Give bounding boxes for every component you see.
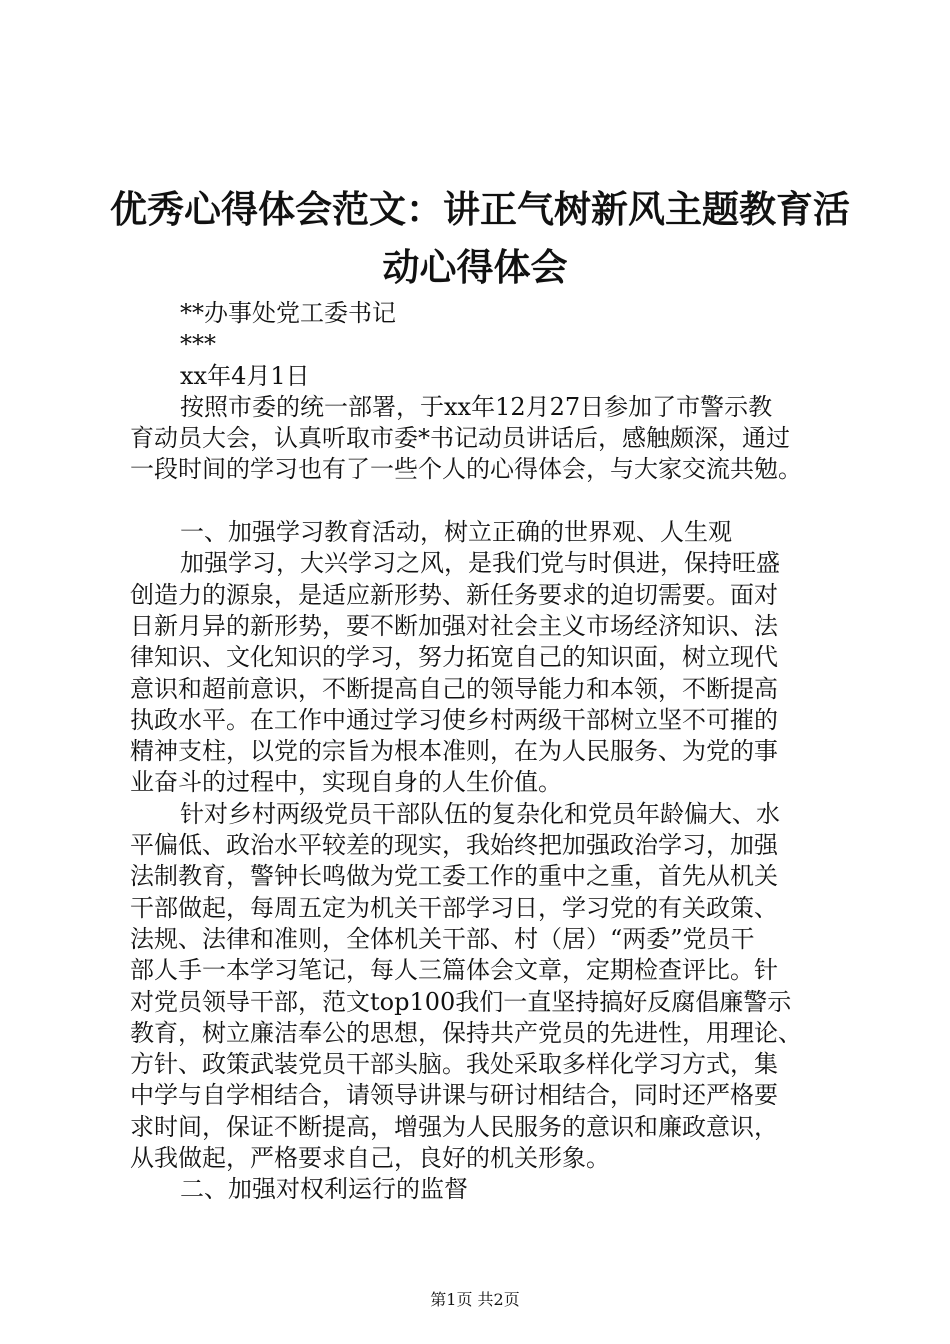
blank-line [130,486,850,517]
body-line: 部人手一本学习笔记，每人三篇体会文章，定期检查评比。针 [130,956,778,985]
body-line: 法规、法律和准则，全体机关干部、村（居）“两委”党员干 [130,924,755,953]
body-line: 律知识、文化知识的学习，努力拓宽自己的知识面，树立现代 [130,643,778,672]
body-line: 法制教育，警钟长鸣做为党工委工作的重中之重，首先从机关 [130,862,778,891]
document-body [130,298,850,1206]
body-line: 意识和超前意识，不断提高自己的领导能力和本领，不断提高 [130,674,778,703]
body-line: 求时间，保证不断提高，增强为人民服务的意识和廉政意识， [130,1112,778,1141]
document-title-line-1: 优秀心得体会范文：讲正气树新风主题教育活 [110,188,850,231]
body-line: 按照市委的统一部署，于xx年12月27日参加了市警示教 [180,392,773,421]
body-line: 二、加强对权利运行的监督 [180,1175,468,1204]
body-line: 针对乡村两级党员干部队伍的复杂化和党员年龄偏大、水 [180,799,780,828]
body-line: 加强学习，大兴学习之风，是我们党与时俱进，保持旺盛 [180,549,780,578]
body-line: *** [180,330,216,359]
body-line: 精神支柱，以党的宗旨为根本准则，在为人民服务、为党的事 [130,737,778,766]
body-line: 从我做起，严格要求自己，良好的机关形象。 [130,1144,610,1173]
document-title-line-2: 动心得体会 [382,246,568,289]
body-line: 对党员领导干部，范文top100我们一直坚持搞好反腐倡廉警示 [130,987,792,1016]
body-line: 干部做起，每周五定为机关干部学习日，学习党的有关政策、 [130,893,778,922]
body-line: 方针、政策武装党员干部头脑。我处采取多样化学习方式，集 [130,1050,778,1079]
body-line: 平偏低、政治水平较差的现实，我始终把加强政治学习，加强 [130,831,778,860]
body-line: 一段时间的学习也有了一些个人的心得体会，与大家交流共勉。 [130,455,802,484]
body-line: 执政水平。在工作中通过学习使乡村两级干部树立坚不可摧的 [130,705,778,734]
body-line: 业奋斗的过程中，实现自身的人生价值。 [130,768,562,797]
body-line: 创造力的源泉，是适应新形势、新任务要求的迫切需要。面对 [130,580,778,609]
body-line: 一、加强学习教育活动，树立正确的世界观、人生观 [180,518,732,547]
body-line: 教育，树立廉洁奉公的思想，保持共产党员的先进性，用理论、 [130,1018,802,1047]
body-line: **办事处党工委书记 [180,299,396,327]
body-line: 日新月异的新形势，要不断加强对社会主义市场经济知识、法 [130,611,778,640]
body-line: xx年4月1日 [180,361,310,390]
body-line: 育动员大会，认真听取市委*书记动员讲话后，感触颇深，通过 [130,424,790,453]
body-line: 中学与自学相结合，请领导讲课与研讨相结合，同时还严格要 [130,1081,778,1110]
page-footer: 第1页 共2页 [430,1290,520,1309]
